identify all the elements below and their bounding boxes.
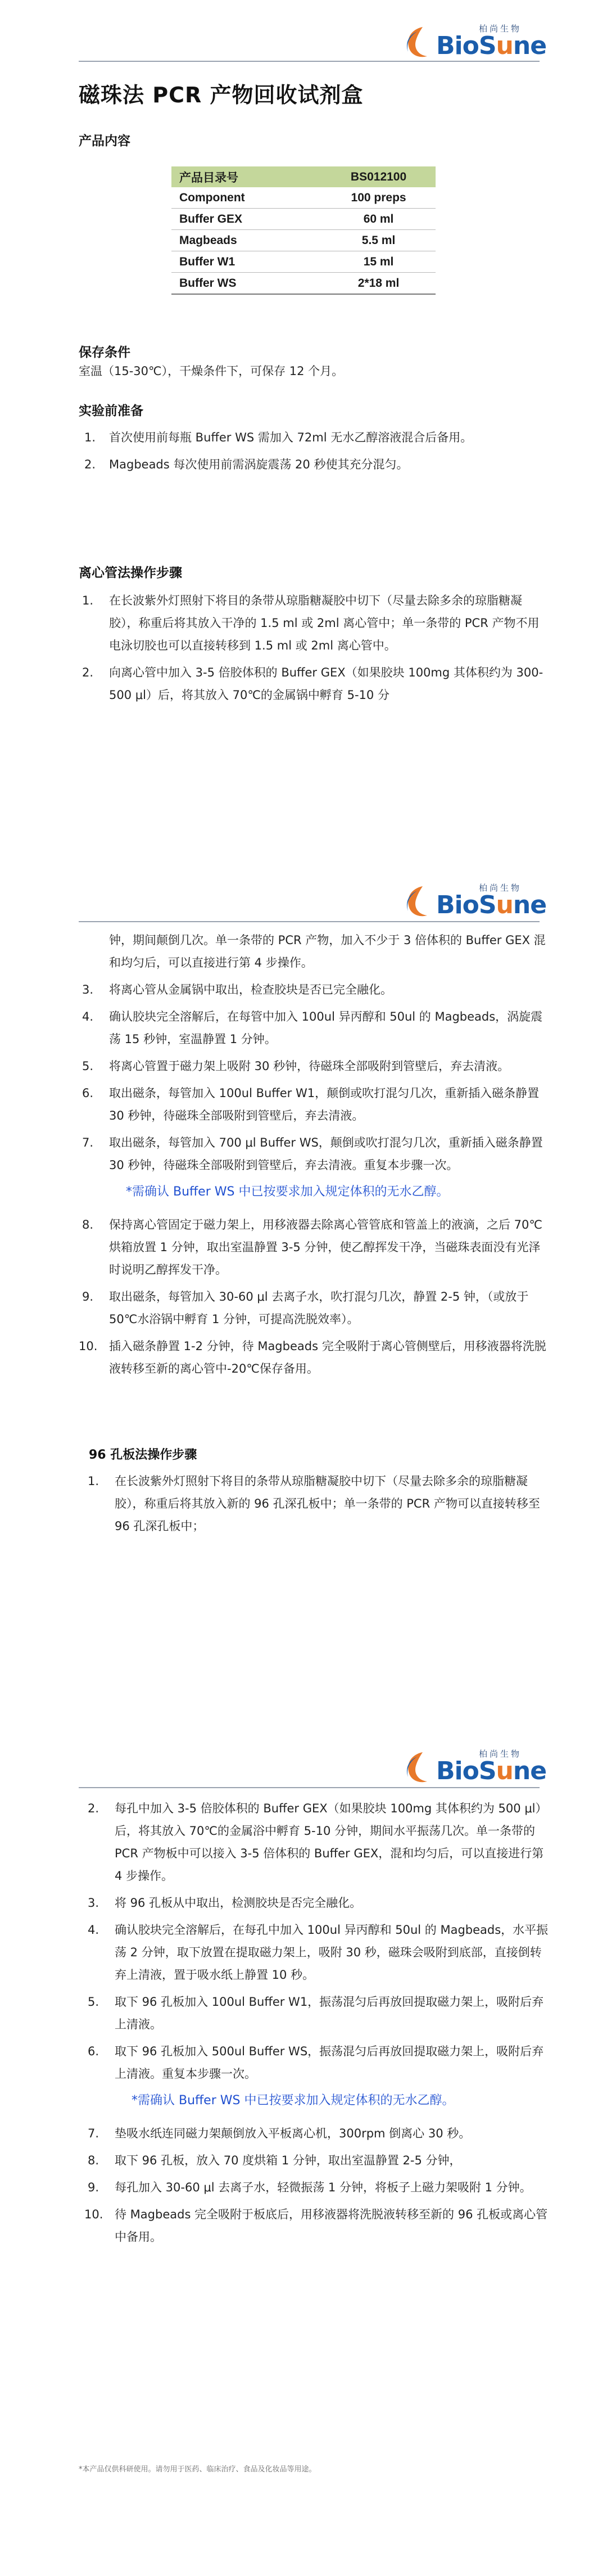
table-cell: Magbeads: [171, 230, 321, 251]
list-item: 6. 取下 96 孔板加入 500ul Buffer WS，振荡混匀后再放回提取磁力架上，吸附后弃上清液。重复本步骤一次。: [88, 2045, 544, 2081]
biosune-emblem-icon: [395, 1749, 434, 1786]
list-item: 3. 将 96 孔板从中取出，检测胶块是否完全融化。: [88, 1896, 362, 1910]
list-item: 8. 保持离心管固定于磁力架上，用移液器去除离心管管底和管盖上的液滴，之后 70℃烘箱放置 1 分钟，取出室温静置 3-5 分钟，使乙醇挥发干净，当磁珠表面没有光泽时说明乙醇挥发干净。: [82, 1218, 542, 1276]
brand-logo: 柏尚生物 BioSune: [395, 883, 535, 920]
header-rule: [79, 61, 540, 62]
table-row: [171, 251, 436, 273]
plate-method-heading: 96 孔板法操作步骤: [89, 1448, 197, 1462]
plate-steps-page3: [84, 1797, 551, 2253]
table-cell: 5.5 ml: [321, 230, 436, 251]
prep-list: [79, 426, 551, 480]
list-item: 1. 在长波紫外灯照射下将目的条带从琼脂糖凝胶中切下（尽量去除多余的琼脂糖凝胶），称重后将其放入新的 96 孔深孔板中；单一条带的 PCR 产物可以直接转移至 96 孔深孔板中；: [88, 1474, 540, 1533]
list-item-continuation: 钟，期间颠倒几次。单一条带的 PCR 产物，加入不少于 3 倍体积的 Buffer GEX 混和均匀后，可以直接进行第 4 步操作。: [109, 933, 546, 969]
table-cell: 100 preps: [321, 187, 436, 209]
list-item: 1. 在长波紫外灯照射下将目的条带从琼脂糖凝胶中切下（尽量去除多余的琼脂糖凝胶），称重后将其放入干净的 1.5 ml 或 2ml 离心管中；单一条带的 PCR 产物不用电泳切胶也可以直接转移到 1.5 ml 或 2ml 离心管中。: [82, 594, 540, 652]
list-item: 7. 垫吸水纸连同磁力架颠倒放入平板离心机，300rpm 倒离心 30 秒。: [88, 2127, 471, 2140]
list-item: 9. 取出磁条，每管加入 30-60 μl 去离子水，吹打混匀几次，静置 2-5 钟，（或放于 50℃水浴锅中孵育 1 分钟，可提高洗脱效率）。: [82, 1290, 529, 1326]
table-cell: 60 ml: [321, 209, 436, 230]
table-cell: 产品目录号: [171, 166, 321, 187]
storage-heading: 保存条件: [79, 345, 130, 360]
table-cell: 2*18 ml: [321, 273, 436, 295]
ethanol-note: *需确认 Buffer WS 中已按要求加入规定体积的无水乙醇。: [126, 1185, 449, 1199]
table-cell: BS012100: [321, 166, 436, 187]
table-header-row: [171, 166, 436, 187]
tube-method-heading: 离心管法操作步骤: [79, 566, 182, 580]
table-cell: Component: [171, 187, 321, 209]
tube-steps-page1: [79, 589, 551, 711]
contents-heading: 产品内容: [79, 134, 130, 148]
table-cell: Buffer W1: [171, 251, 321, 273]
list-item: 6. 取出磁条，每管加入 100ul Buffer W1，颠倒或吹打混匀几次，重新插入磁条静置 30 秒钟，待磁珠全部吸附到管壁后，弃去清液。: [82, 1086, 540, 1122]
brand-name: BioSune: [436, 31, 547, 60]
list-item: 4. 确认胶块完全溶解后，在每孔中加入 100ul 异丙醇和 50ul 的 Magbeads，水平振荡 2 分钟，取下放置在提取磁力架上，吸附 30 秒，磁珠会吸附到底部，直接倒转弃上清液，置于吸水纸上静置 10 秒。: [88, 1923, 549, 1982]
table-row: [171, 187, 436, 209]
list-item: 2. 向离心管中加入 3-5 倍胶体积的 Buffer GEX（如果胶块 100mg 其体积约为 300-500 μl）后，将其放入 70℃的金属锅中孵育 5-10 分: [82, 666, 543, 702]
list-item: 1. 首次使用前每瓶 Buffer WS 需加入 72ml 无水乙醇溶液混合后备用。: [84, 431, 473, 444]
table-cell: Buffer GEX: [171, 209, 321, 230]
list-item: 3. 将离心管从金属锅中取出，检查胶块是否已完全融化。: [82, 983, 392, 996]
brand-logo: 柏尚生物 BioSune: [395, 1749, 535, 1786]
list-item: 2. Magbeads 每次使用前需涡旋震荡 20 秒使其充分混匀。: [84, 458, 409, 471]
contents-table: [171, 166, 436, 295]
list-item: 2. 每孔中加入 3-5 倍胶体积的 Buffer GEX（如果胶块 100mg 其体积约为 500 μl）后，将其放入 70℃的金属浴中孵育 5-10 分钟，期间水平振荡几次。单一条带的 PCR 产物板中可以接入 3-5 倍体积的 Buffer GEX，混和均匀后，可以直接进行第 4 步操作。: [88, 1802, 547, 1883]
storage-text: 室温（15-30℃），干燥条件下，可保存 12 个月。: [79, 364, 344, 378]
table-cell: 15 ml: [321, 251, 436, 273]
biosune-emblem-icon: [395, 24, 434, 61]
table-cell: Buffer WS: [171, 273, 321, 295]
header-rule: [79, 921, 540, 922]
table-row: [171, 209, 436, 230]
plate-steps-page2: [84, 1470, 551, 1542]
footnote: *本产品仅供科研使用。请勿用于医药、临床治疗、食品及化妆品等用途。: [79, 2465, 316, 2474]
list-item: 7. 取出磁条，每管加入 700 μl Buffer WS，颠倒或吹打混匀几次，重新插入磁条静置 30 秒钟，待磁珠全部吸附到管壁后，弃去清液。重复本步骤一次。: [82, 1136, 543, 1172]
table-row: [171, 273, 436, 295]
list-item: 8. 取下 96 孔板，放入 70 度烘箱 1 分钟，取出室温静置 2-5 分钟，: [88, 2154, 461, 2167]
brand-logo: [395, 24, 547, 61]
brand-chinese-name: 柏尚生物: [479, 24, 522, 34]
list-item: 4. 确认胶块完全溶解后，在每管中加入 100ul 异丙醇和 50ul 的 Magbeads，涡旋震荡 15 秒钟，室温静置 1 分钟。: [82, 1010, 543, 1046]
prep-heading: 实验前准备: [79, 404, 143, 418]
list-item: 10. 插入磁条静置 1-2 分钟，待 Magbeads 完全吸附于离心管侧壁后，用移液器将洗脱液转移至新的离心管中-20℃保存备用。: [79, 1339, 546, 1375]
table-row: [171, 230, 436, 251]
list-item: 5. 将离心管置于磁力架上吸附 30 秒钟，待磁珠全部吸附到管壁后，弃去清液。: [82, 1059, 510, 1073]
document-title: 磁珠法 PCR 产物回收试剂盒: [79, 83, 364, 107]
tube-steps-page2: [79, 929, 551, 1384]
biosune-emblem-icon: [395, 883, 434, 920]
ethanol-note: *需确认 Buffer WS 中已按要求加入规定体积的无水乙醇。: [132, 2094, 455, 2108]
list-item: 9. 每孔加入 30-60 μl 去离子水，轻微振荡 1 分钟，将板子上磁力架吸附 1 分钟。: [88, 2181, 532, 2194]
list-item: 5. 取下 96 孔板加入 100ul Buffer W1，振荡混匀后再放回提取磁力架上，吸附后弃上清液。: [88, 1995, 544, 2031]
header-rule: [79, 1787, 540, 1788]
list-item: 10. 待 Magbeads 完全吸附于板底后，用移液器将洗脱液转移至新的 96 孔板或离心管中备用。: [84, 2208, 548, 2244]
